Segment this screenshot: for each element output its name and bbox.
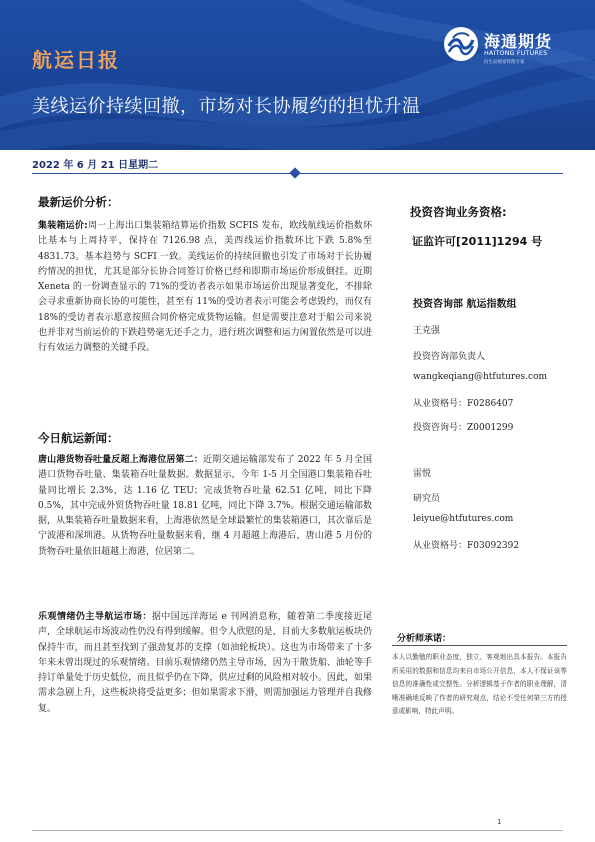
analyst-2-role: 研究员 bbox=[413, 494, 441, 504]
headline: 美线运价持续回撤，市场对长协履约的担忧升温 bbox=[32, 96, 421, 117]
haitong-logo-icon bbox=[443, 26, 479, 62]
shipping-news-heading: 今日航运新闻： bbox=[38, 431, 119, 445]
report-type-title: 航运日报 bbox=[32, 48, 120, 72]
logo-name-cn: 海通期货 bbox=[484, 32, 553, 51]
freight-analysis-lead: 集装箱运价: bbox=[38, 221, 88, 231]
analyst-1-role: 投资咨询部负责人 bbox=[413, 352, 486, 362]
analyst-1-cert bbox=[413, 396, 513, 409]
divider-diamond-icon bbox=[289, 167, 300, 178]
wave-background-icon bbox=[0, 0, 595, 150]
cert-number: F0286407 bbox=[467, 399, 514, 409]
cert-number: F03092392 bbox=[467, 541, 520, 551]
news-item-1-lead: 唐山港货物吞吐量反超上海港位居第二： bbox=[38, 455, 204, 465]
team-title: 投资咨询部 航运指数组 bbox=[413, 299, 517, 310]
news-item-1 bbox=[38, 453, 372, 560]
news-item-1-body: 近期交通运输部发布了 2022 年 5 月全国港口货物吞吐量、集装箱吞吐量数据。数据显示，今年 1-5 月全国港口集装箱吞吐量同比增长 2.3%，达 1.16 亿 TEU；完成货物吞吐量 62.51 亿吨，同比下降 0.5%，其中完成外贸货物吞吐量 18.81 亿吨，同比下降 3.7%。根据交通运输部数据，从集装箱吞吐量数据来看，上海港依然是全球最繁忙的集装箱港口，其次靠后是宁波港和深圳港。从货物吞吐量数据来看，继 4 月超越上海港后，唐山港 5 月份的货物吞吐量依旧超越上海港，位居第二。 bbox=[38, 455, 372, 557]
news-item-2-lead: 乐观情绪仍主导航运市场： bbox=[38, 612, 152, 622]
analyst-2-name: 雷悦 bbox=[413, 469, 432, 479]
company-logo bbox=[443, 26, 573, 66]
disclaimer-text: 本人以勤勉的职业态度，独立、客观地出具本报告。本报告所采用的数据和信息均来自市场公开信息，本人不保证该等信息的准确性或完整性。分析逻辑基于作者的职业理解，清晰准确地反映了作者的研究观点，结论不受任何第三方的授意或影响，特此声明。 bbox=[392, 653, 567, 715]
freight-analysis-paragraph bbox=[38, 219, 372, 357]
footer-divider bbox=[32, 830, 563, 831]
news-item-2 bbox=[38, 610, 372, 717]
logo-tagline: 衍生品财富管理专家 bbox=[484, 60, 525, 65]
disclaimer-divider bbox=[392, 645, 567, 646]
qualification-title: 投资咨询业务资格: bbox=[410, 205, 507, 219]
freight-analysis-heading: 最新运价分析： bbox=[38, 195, 119, 209]
news-item-2-body: 据中国远洋海运 e 刊网消息称，随着第二季度接近尾声，全球航运市场波动性仍没有得到缓解。但令人欣慰的是，目前大多数航运板块仍保持牛市，而且甚至找到了强劲复苏的支撑（如油轮板块）。这也为市场带来了十多年来未曾出现过的乐观情绪。目前乐观情绪仍然主导市场，因为干散货船、油轮等手持订单量处于历史低位，而且似乎仍在下降，供应过剩的风险相对较小。因此，如果需求急剧上升，这些板块将受益更多；但如果需求下滑，则需加强运力管理并自我修复。 bbox=[38, 612, 372, 714]
invest-number: Z0001299 bbox=[467, 423, 514, 433]
cert-label: 从业资格号： bbox=[413, 399, 468, 409]
disclaimer-title: 分析师承诺： bbox=[397, 634, 452, 644]
license-number: 证监许可[2011]1294 号 bbox=[412, 235, 543, 248]
analyst-2-email: leiyue@htfutures.com bbox=[413, 514, 514, 524]
analyst-1-invest bbox=[413, 420, 513, 433]
header-banner bbox=[0, 0, 595, 150]
analyst-2-cert bbox=[413, 538, 519, 551]
analyst-1-email: wangkeqiang@htfutures.com bbox=[413, 372, 548, 382]
report-date: 2022 年 6 月 21 日星期二 bbox=[32, 160, 159, 171]
logo-name-en: HAITONG FUTURES bbox=[484, 50, 548, 57]
cert-label: 从业资格号： bbox=[413, 541, 468, 551]
freight-analysis-body: 周一上海出口集装箱结算运价指数 SCFIS 发布，欧线航线运价指数环比基本与上周持平，保持在 7126.98 点，美西线运价指数环比下跌 5.8%至 4831.73。基本趋势与 SCFI 一致。美线运价的持续回撤也引发了市场对于长协履约情况的担忧，尤其是部分长协合同签订价格已经和即期市场运价形成倒挂。近期 Xeneta 的一份调查显示的 71%的受访者表示如果市场运价出现显著变化，不排除会寻求重新协商长协的可能性，甚至有 11%的受访者表示可能会考虑毁约，而仅有 18%的受访者表示愿意按照合同价格完成货物运输。但是需要注意对于船公司来说也并非对当前运价的下跌趋势毫无还手之力，进行班次调整和运力闲置依然是可以进行有效运力调整的关键手段。 bbox=[38, 221, 372, 354]
analyst-1-name: 王克强 bbox=[413, 326, 441, 336]
invest-label: 投资咨询号： bbox=[413, 423, 468, 433]
page-number: 1 bbox=[497, 818, 502, 826]
